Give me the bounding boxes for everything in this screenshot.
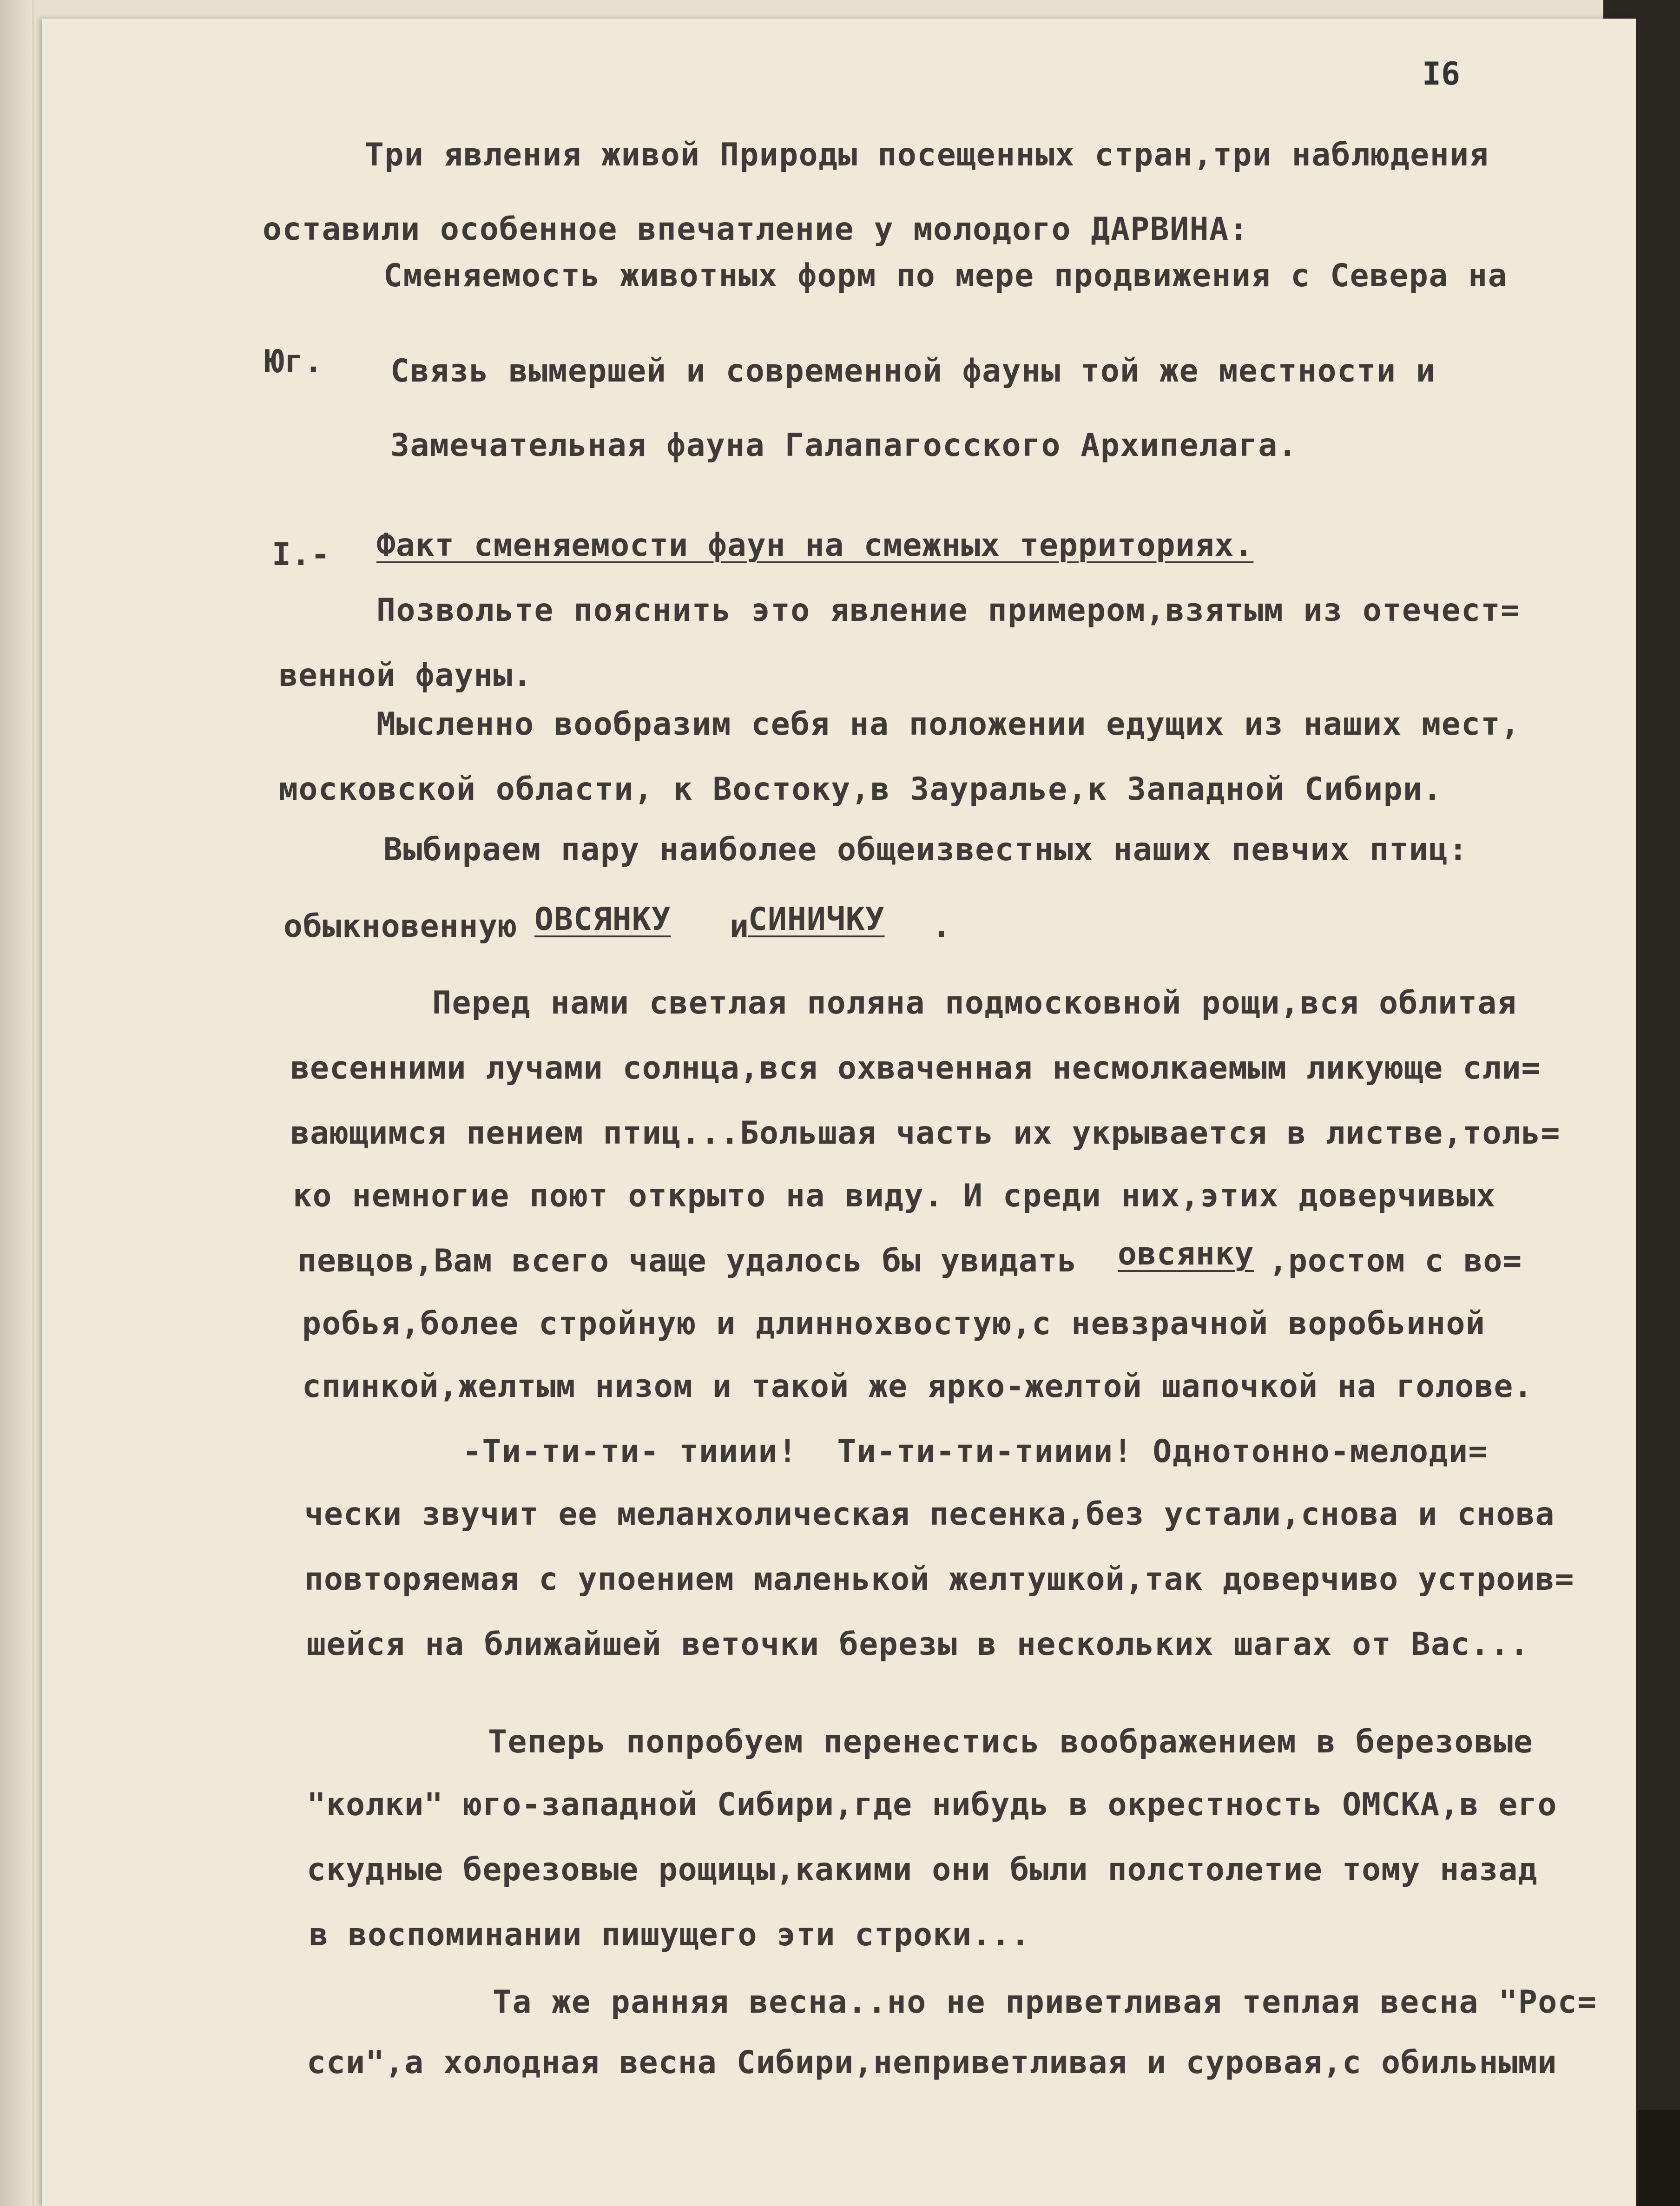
text-line: чески звучит ее меланхолическая песенка,без устали,снова и снова bbox=[304, 1496, 1555, 1533]
text-line: Связь вымершей и современной фауны той же местности и bbox=[390, 353, 1436, 389]
text-fragment: . bbox=[932, 908, 951, 945]
text-line: Выбираем пару наиболее общеизвестных наших певчих птиц: bbox=[383, 831, 1469, 868]
dark-background-corner bbox=[1638, 2110, 1680, 2206]
text-line: вающимся пением птиц...Большая часть их укрывается в листве,толь= bbox=[290, 1115, 1561, 1152]
text-line: Та же ранняя весна..но не приветливая теплая весна "Рос= bbox=[493, 1984, 1597, 2021]
text-line: Мысленно вообразим себя на положении едущих из наших мест, bbox=[376, 706, 1521, 743]
text-fragment: и bbox=[730, 908, 749, 945]
text-line: ко немногие поют открыто на виду. И среди них,этих доверчивых bbox=[293, 1178, 1496, 1214]
underlined-word-ovsyanku-2: овсянку bbox=[1118, 1236, 1254, 1272]
text-line: весенними лучами солнца,вся охваченная несмолкаемым ликующе сли= bbox=[290, 1050, 1541, 1087]
underlined-word-ovsyanku: ОВСЯНКУ bbox=[534, 901, 671, 938]
text-line: сси",а холодная весна Сибири,неприветливая и суровая,с обильными bbox=[307, 2044, 1557, 2081]
underlined-word-sinichku: СИНИЧКУ bbox=[748, 901, 885, 938]
text-line: -Ти-ти-ти- тииии! Ти-ти-ти-тииии! Однотонно-мелоди= bbox=[462, 1433, 1488, 1470]
text-line: венной фауны. bbox=[279, 657, 533, 694]
text-line: скудные березовые рощицы,какими они были полстолетие тому назад bbox=[307, 1851, 1538, 1888]
text-line: певцов,Вам всего чаще удалось бы увидать bbox=[297, 1243, 1077, 1279]
text-line: Юг. bbox=[265, 343, 323, 380]
text-line: повторяемая с упоением маленькой желтушкой,так доверчиво устроив= bbox=[304, 1561, 1575, 1598]
text-line: спинкой,желтым низом и такой же ярко-желтой шапочкой на голове. bbox=[302, 1368, 1533, 1405]
text-line: обыкновенную bbox=[283, 908, 518, 945]
text-line: "колки" юго-западной Сибири,где нибудь в окрестность ОМСКА,в его bbox=[307, 1786, 1557, 1823]
binding-edge bbox=[0, 0, 33, 2206]
text-line: Теперь попробуем перенестись воображением в березовые bbox=[488, 1724, 1534, 1760]
section-number: I.- bbox=[272, 536, 330, 573]
text-fragment: ,ростом с во= bbox=[1269, 1243, 1522, 1279]
text-line: шейся на ближайшей веточки березы в нескольких шагах от Вас... bbox=[307, 1626, 1530, 1663]
text-line: в воспоминании пишущего эти строки... bbox=[309, 1916, 1030, 1953]
section-heading: Факт сменяемости фаун на смежных территориях. bbox=[376, 527, 1254, 564]
text-line: оставили особенное впечатление у молодого ДАРВИНА: bbox=[263, 211, 1249, 248]
text-line: Позвольте пояснить это явление примером,взятым из отечест= bbox=[376, 592, 1521, 629]
page-number: I6 bbox=[1422, 56, 1460, 92]
text-line: Замечательная фауна Галапагосского Архипелага. bbox=[390, 427, 1298, 464]
text-line: Перед нами светлая поляна подмосковной рощи,вся облитая bbox=[432, 985, 1517, 1021]
text-line: Сменяемость животных форм по мере продвижения с Севера на bbox=[383, 257, 1508, 294]
text-line: робья,более стройную и длиннохвостую,с невзрачной воробьиной bbox=[302, 1305, 1486, 1342]
text-line: Три явления живой Природы посещенных стран,три наблюдения bbox=[365, 137, 1489, 173]
text-line: московской области, к Востоку,в Зауралье,к Западной Сибири. bbox=[279, 771, 1443, 808]
